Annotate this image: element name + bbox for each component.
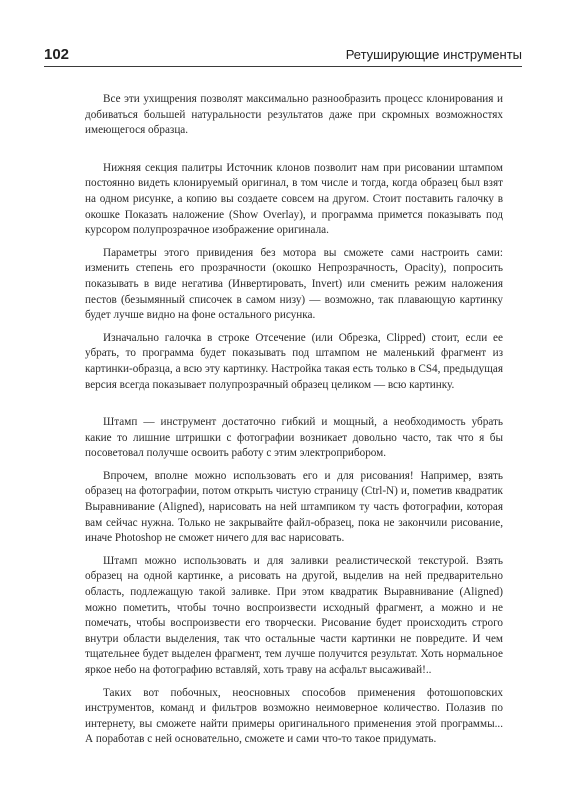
- paragraph: Впрочем, вполне можно использовать его и для рисования! Например, взять образец на фотографии, потом открыть чистую страницу (Ctrl-N) и, пометив квадратик Выравнивание (Aligned), нарисовать на ней штампиком ту часть фотографии, которая вам сейчас нужна. Только не закрывайте файл-образец, пока не закончили рисование, иначе Photoshop не сможет ничего для вас нарисовать.: [85, 469, 503, 545]
- section-title: Ретуширующие инструменты: [345, 47, 522, 62]
- paragraph: Нижняя секция палитры Источник клонов позволит нам при рисовании штампом постоянно видеть клонируемый оригинал, в том числе и тогда, когда образец был взят на одном рисунке, а копию вы создаете совсем на другом. Стоит поставить галочку в окошке Показать наложение (Show Overlay), и программа примется показывать под курсором полупрозрачное изображение оригинала.: [85, 161, 503, 237]
- paragraph: Изначально галочка в строке Отсечение (или Обрезка, Clipped) стоит, если ее убрать, то программа будет показывать под штампом не маленький фрагмент из картинки-образца, а всю эту картинку. Настройка такая есть только в CS4, предыдущая версия всегда показывает полупрозрачный образец целиком — всю картинку.: [85, 331, 503, 391]
- running-header: [44, 40, 522, 67]
- page-number: 102: [44, 46, 70, 63]
- paragraph: Параметры этого привидения без мотора вы сможете сами настроить сами: изменить степень его прозрачности (окошко Непрозрачность, Opacity), попросить показывать в виде негатива (Инвертировать, Invert) или сменить режим наложения пестов (безымянный списочек в самом низу) — возможно, так плавающую картинку будет лучше видно на фоне остального рисунка.: [85, 246, 503, 322]
- paragraph: Все эти ухищрения позволят максимально разнообразить процесс клонирования и добиваться большей натуральности результатов даже при скромных возможностях имеющегося образца.: [85, 93, 503, 137]
- paragraph: Штамп — инструмент достаточно гибкий и мощный, а необходимость убрать какие то лишние штришки с фотографии возникает довольно часто, так что я бы посоветовал получше освоить работу с этим электроприбором.: [85, 416, 503, 460]
- body-text: [85, 92, 503, 755]
- paragraph: Штамп можно использовать и для заливки реалистической текстурой. Взять образец на одной картинке, а рисовать на другой, выделив на ней предварительно область, подлежащую такой заливке. При этом квадратик Выравнивание (Aligned) можно пометить, чтобы точно воспроизвести исходный фрагмент, а можно и не помечать, чтобы воспроизвести его творчески. Рисование будет происходить строго внутри области выделения, так что остальные части картинки не повредите. И чем тщательнее будет выделен фрагмент, тем лучше получится результат. Хоть нормальное яркое небо на фотографию вставляй, хоть траву на асфальт высаживай!..: [85, 554, 503, 676]
- paragraph: Таких вот побочных, неосновных способов применения фотошоповских инструментов, команд и фильтров возможно неимоверное количество. Полазив по интернету, вы сможете найти примеры оригинального применения этой программы... А поработав с ней основательно, сможете и сами что-то такое придумать.: [85, 686, 503, 746]
